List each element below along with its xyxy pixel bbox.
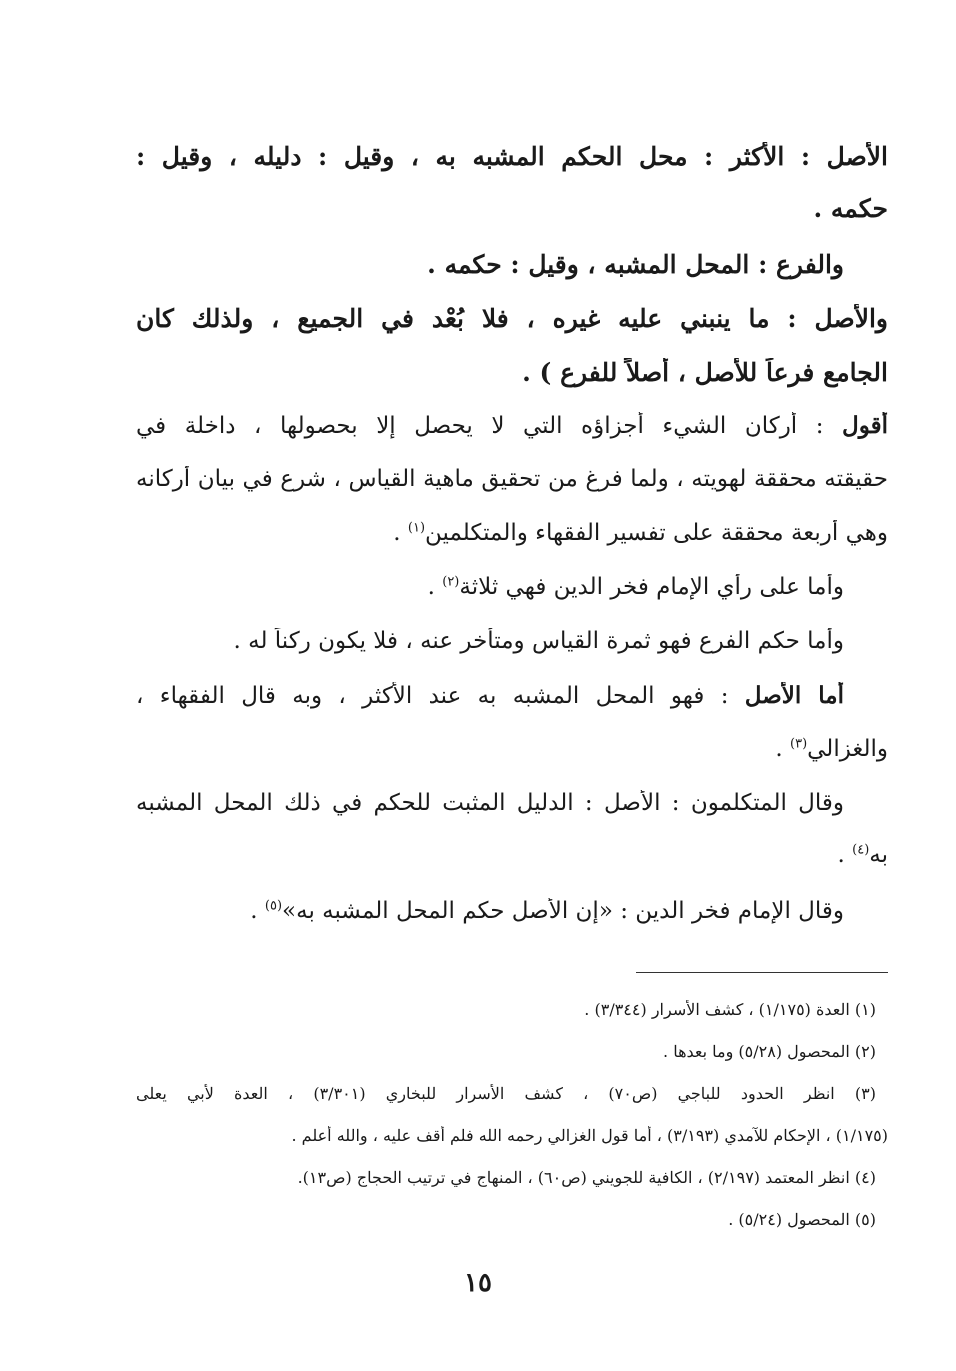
sharh-p1-line-3-end: . [393, 520, 408, 546]
sharh-p1-line-3 [136, 520, 888, 548]
footnote-4: (٤) انظر المعتمد (٢/١٩٧) ، الكافية للجويني (ص٦٠) ، المنهاج في ترتيب الحجاج (ص١٣). [297, 1168, 876, 1187]
sharh-p6-end: . [250, 898, 265, 924]
footnote-ref-3: (٣) [790, 736, 808, 752]
footnote-ref-1: (١) [407, 520, 426, 536]
sharh-p4-line-2-text: والغزالي [807, 736, 888, 762]
sharh-p5-line-2 [136, 842, 888, 870]
sharh-p2-text: وأما على رأي الإمام فخر الدين فهي ثلاثة [459, 574, 844, 600]
footnote-separator [636, 972, 888, 973]
footnote-3-line-1: (٣) انظر الحدود للباجي (ص٧٠) ، كشف الأسرار للبخاري (٣/٣٠١) ، العدة لأبي يعلى [136, 1084, 876, 1103]
sharh-p4-lead: أما الأصل [744, 682, 844, 709]
sharh-p4-line-1 [136, 682, 844, 711]
matn-line-2: حكمه . [813, 194, 888, 223]
footnote-1: (١) العدة (١/١٧٥) ، كشف الأسرار (٣/٣٤٤) . [584, 1000, 876, 1019]
sharh-p5-line-1: وقال المتكلمون : الأصل : الدليل المثبت للحكم في ذلك المحل المشبه [136, 790, 844, 816]
sharh-p5-line-2-text: به [869, 842, 888, 868]
footnote-3-line-2: (١/١٧٥) ، الإحكام للآمدي (٣/١٩٣) ، أما قول الغزالي رحمه الله فلم أقف عليه ، والله أعلم . [291, 1126, 888, 1145]
sharh-p6 [136, 898, 844, 926]
footnote-ref-4: (٤) [852, 842, 870, 858]
sharh-p1-line-1-text: : أركان الشيء أجزاؤه التي لا يحصل إلا بحصولها ، داخلة في [136, 413, 843, 439]
sharh-p6-text: وقال الإمام فخر الدين : «إن الأصل حكم المحل المشبه به» [282, 898, 844, 924]
matn-line-1: الأصل : الأكثر : محل الحكم المشبه به ، وقيل : دليله ، وقيل : [136, 142, 888, 171]
sharh-p2-end: . [427, 574, 443, 600]
matn-line-4: والأصل : ما ينبني عليه غيره ، فلا بُعْد في الجميع ، ولذلك كان [136, 304, 888, 333]
sharh-p2 [136, 574, 844, 602]
sharh-p1-line-1 [136, 412, 888, 441]
matn-line-5: الجامع فرعاً للأصل ، أصلاً للفرع ) . [522, 358, 888, 387]
sharh-p4-line-2-end: . [775, 736, 790, 762]
footnote-5: (٥) المحصول (٥/٢٤) . [728, 1210, 876, 1229]
sharh-p1-line-2: حقيقته محققة لهويته ، ولما فرغ من تحقيق ماهية القياس ، شرع في بيان أركانه [136, 466, 888, 492]
matn-line-3: والفرع : المحل المشبه ، وقيل : حكمه . [427, 250, 844, 279]
footnote-ref-5: (٥) [264, 898, 283, 914]
sharh-p3: وأما حكم الفرع فهو ثمرة القياس ومتأخر عنه ، فلا يكون ركناً له . [233, 628, 844, 654]
footnote-ref-2: (٢) [442, 574, 460, 590]
sharh-p1-line-3-text: وهي أربعة محققة على تفسير الفقهاء والمتكلمين [425, 520, 888, 546]
sharh-p5-line-2-end: . [837, 842, 853, 868]
page-number: ١٥ [464, 1268, 492, 1298]
sharh-p1-lead: أقول [842, 412, 888, 439]
footnote-2: (٢) المحصول (٥/٢٨) وما بعدها . [663, 1042, 876, 1061]
sharh-p4-line-1-text: : فهو المحل المشبه به عند الأكثر ، وبه قال الفقهاء ، [136, 683, 745, 709]
sharh-p4-line-2 [136, 736, 888, 764]
